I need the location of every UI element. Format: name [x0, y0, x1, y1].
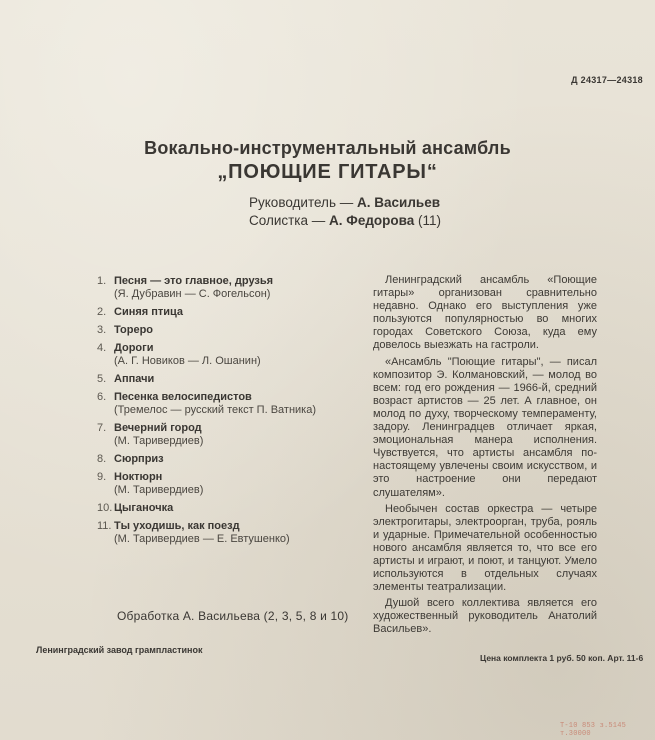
track-number: 2.: [97, 306, 107, 318]
track-number: 5.: [97, 373, 107, 385]
leader-name: А. Васильев: [357, 195, 440, 210]
liner-paragraph: Необычен состав оркестра — четыре электрогитары, электроорган, труба, рояль и ударные. Примечательной особенностью нового ансамбля является то, что все его артисты и играют, и поют, и танцуют. Умело используются в отдельных случаях элементы театрализации.: [373, 502, 597, 594]
ensemble-name: „ПОЮЩИЕ ГИТАРЫ“: [217, 161, 438, 183]
factory-name: Ленинградский завод грампластинок: [36, 645, 203, 655]
track-item: [97, 324, 365, 337]
liner-paragraph: Ленинградский ансамбль «Поющие гитары» организован сравнительно недавно. Однако его выступления уже пользуются популярностью во многих городах Советского Союза, куда ему довелось выезжать на гастроли.: [373, 274, 597, 352]
track-number: 10.: [97, 502, 113, 514]
track-item: [97, 520, 365, 546]
catalog-number: Д 24317—24318: [571, 75, 643, 85]
soloist-credit: [249, 213, 441, 228]
track-credits: (М. Таривердиев): [114, 435, 204, 447]
track-title: Синяя птица: [114, 306, 184, 318]
track-title: Вечерний город: [114, 422, 202, 434]
track-number: 3.: [97, 324, 107, 336]
track-title: Дороги: [114, 342, 154, 354]
track-item: [97, 502, 365, 515]
track-title: Песня — это главное, друзья: [114, 275, 274, 287]
liner-paragraph: Душой всего коллектива является его художественный руководитель Анатолий Васильев».: [373, 597, 597, 636]
track-number: 11.: [97, 520, 112, 532]
track-item: [97, 422, 365, 448]
track-number: 1.: [97, 275, 107, 287]
soloist-name: А. Федорова: [329, 213, 415, 228]
track-number: 9.: [97, 471, 107, 483]
track-item: [97, 391, 365, 417]
track-title: Аппачи: [114, 373, 155, 385]
soloist-tracks: (11): [418, 213, 442, 228]
track-title: Тореро: [114, 324, 154, 336]
track-item: [97, 306, 365, 319]
track-number: 4.: [97, 342, 107, 354]
track-number: 6.: [97, 391, 107, 403]
ensemble-title: Вокально-инструментальный ансамбль: [144, 138, 511, 158]
track-credits: (Я. Дубравин — С. Фогельсон): [114, 288, 271, 300]
liner-paragraph: «Ансамбль "Поющие гитары", — писал композитор Э. Колмановский, — молод во всем: год его рождения — 1966-й, средний возраст артистов — 25 лет. А главное, он молод по духу, творческому темпераменту, задору. Ленинградцев отличает яркая, эмоциональная манера исполнения. Чувствуется, что артисты ансамбля по-настоящему увлечены своим искусством, и это настроение они передают слушателям».: [373, 355, 597, 499]
print-info: Т-10 853 з.5145 т.30000: [560, 722, 627, 738]
track-title: Сюрприз: [114, 453, 164, 465]
track-title: Ты уходишь, как поезд: [114, 520, 240, 532]
track-title: Ноктюрн: [114, 471, 163, 483]
track-item: [97, 275, 365, 301]
track-credits: (Тремелос — русский текст П. Ватника): [114, 404, 317, 416]
leader-label: Руководитель —: [249, 195, 354, 210]
track-number: 8.: [97, 453, 107, 465]
track-credits: (М. Таривердиев): [114, 484, 204, 496]
track-title: Цыганочка: [114, 502, 174, 514]
track-item: [97, 373, 365, 386]
arrangement-note: Обработка А. Васильева (2, 3, 5, 8 и 10): [117, 609, 349, 623]
soloist-label: Солистка —: [249, 213, 326, 228]
track-item: [97, 342, 365, 368]
leader-credit: [249, 195, 440, 210]
track-list: [97, 275, 365, 551]
liner-notes: [373, 274, 597, 640]
track-item: [97, 453, 365, 466]
price-info: Цена комплекта 1 руб. 50 коп. Арт. 11-6: [480, 653, 644, 663]
track-item: [97, 471, 365, 497]
track-title: Песенка велосипедистов: [114, 391, 252, 403]
track-number: 7.: [97, 422, 107, 434]
track-credits: (А. Г. Новиков — Л. Ошанин): [114, 355, 261, 367]
track-credits: (М. Таривердиев — Е. Евтушенко): [114, 533, 290, 545]
